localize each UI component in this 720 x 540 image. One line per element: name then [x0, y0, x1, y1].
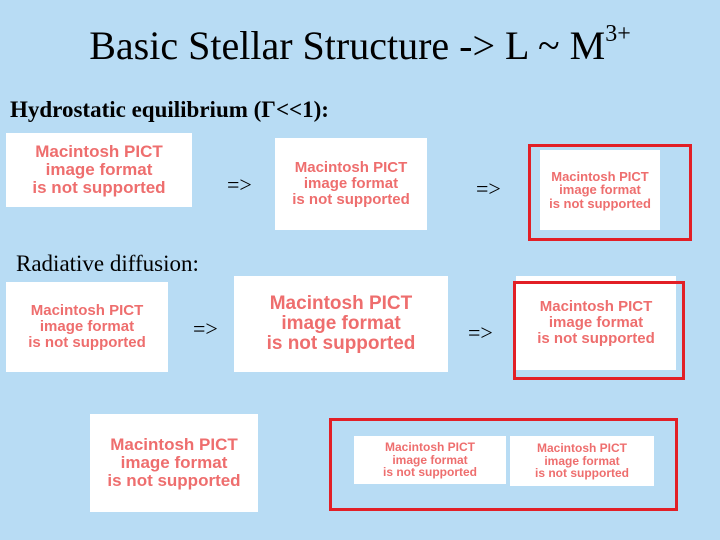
equation-image-placeholder: Macintosh PICT image format is not supported	[510, 436, 654, 486]
implies-arrow: =>	[193, 316, 218, 341]
equation-image-placeholder: Macintosh PICT image format is not supported	[275, 138, 427, 230]
implies-arrow: =>	[476, 176, 501, 201]
highlight-box	[513, 281, 685, 380]
equation-image-placeholder: Macintosh PICT image format is not supported	[234, 276, 448, 372]
radiative-heading: Radiative diffusion:	[16, 251, 199, 276]
equation-image-placeholder: Macintosh PICT image format is not supported	[516, 276, 676, 370]
hydrostatic-heading: Hydrostatic equilibrium (Γ<<1):	[10, 97, 329, 122]
implies-arrow: =>	[227, 172, 252, 197]
equation-image-placeholder: Macintosh PICT image format is not supported	[6, 282, 168, 372]
title-text: Basic Stellar Structure -> L ~ M	[89, 23, 606, 68]
equation-image-placeholder: Macintosh PICT image format is not supported	[354, 436, 506, 484]
equation-image-placeholder: Macintosh PICT image format is not supported	[6, 133, 192, 207]
equation-image-placeholder: Macintosh PICT image format is not supported	[90, 414, 258, 512]
equation-image-placeholder: Macintosh PICT image format is not supported	[540, 150, 660, 230]
implies-arrow: =>	[468, 320, 493, 345]
title-superscript: 3+	[605, 21, 631, 47]
slide-title	[0, 8, 720, 72]
